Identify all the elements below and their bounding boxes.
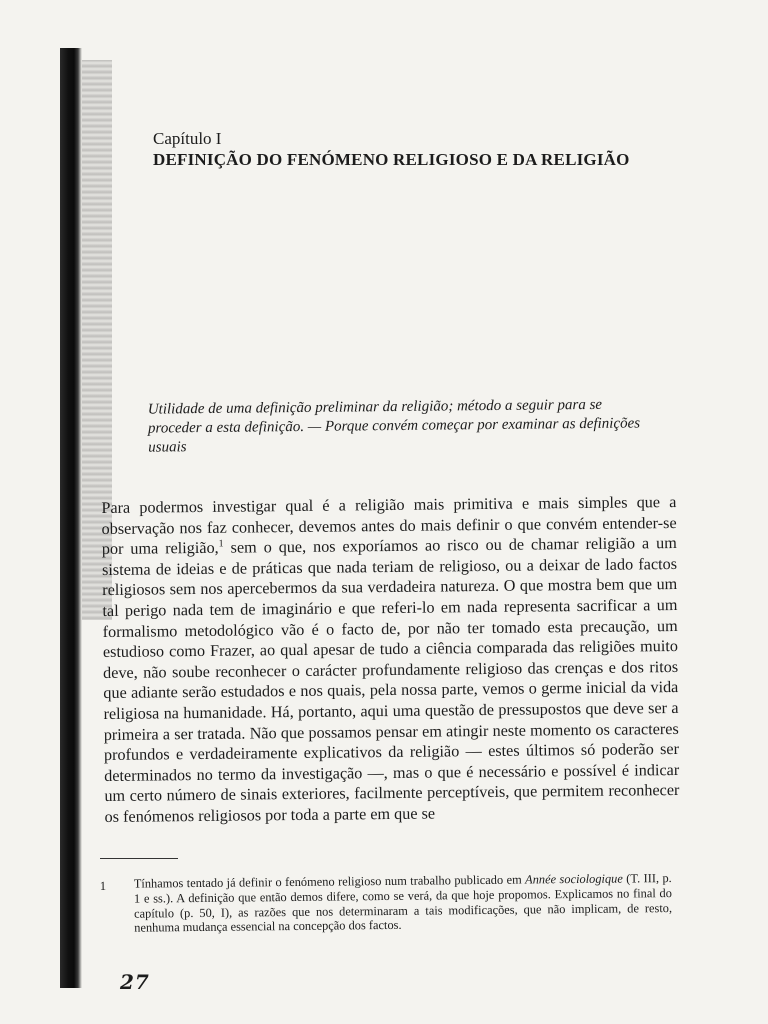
- page-number: 27: [120, 970, 150, 994]
- footnote-text-start: Tínhamos tentado já definir o fenómeno religioso num trabalho publicado em: [133, 872, 526, 891]
- body-paragraph: [101, 492, 679, 828]
- footnote-marker: 1: [218, 538, 224, 550]
- footnote-text: [134, 871, 673, 936]
- chapter-title: DEFINIÇÃO DO FENÓMENO RELIGIOSO E DA RELIGIÃO: [153, 150, 630, 169]
- chapter-summary: Utilidade de uma definição preliminar da religião; método a seguir para se proceder a esta definição. — Porque convém começar por examinar as definições usuais: [147, 396, 641, 456]
- body-text-rest: sem o que, nos exporíamos ao risco ou de chamar religião a um sistema de ideias e de práticas que nada teriam de religioso, ou a deixar de lado factos religiosos sem nos apercebermos da sua verdadeira natureza. O que mostra bem que um tal perigo nada tem de imaginário e que referi-lo em nada representa sacrificar a um formalismo metodológico vão é o facto de, por não ter tomado esta precaução, um estudioso como Frazer, ao qual apesar de tudo a ciência comparada das religiões muito deve, não soube reconhecer o carácter profundamente religioso das crenças e dos ritos que adiante serão estudados e nos quais, pela nossa parte, vemos o germe inicial da vida religiosa na humanidade. Há, portanto, aqui uma questão de pressupostos que deve ser a primeira a ser tratada. Não que possamos pensar em atingir neste momento os caracteres profundos e verdadeiramente explicativos da religião — estes últimos só poderão ser determinados no termo da investigação —, mas o que é necessário e possível é indicar um certo número de sinais exteriores, facilmente perceptíveis, que permitem reconhecer os fenómenos religiosos por toda a parte em que se: [101, 534, 680, 826]
- chapter-label: Capítulo I: [153, 129, 222, 148]
- footnote-number: 1: [99, 878, 107, 893]
- footnote-journal: Année sociologique: [525, 871, 623, 887]
- footnote-divider: [100, 858, 178, 859]
- book-spine-shadow: [60, 48, 82, 988]
- footnote-text-end: (T. III, p. 1 e ss.). A definição que então demos difere, como se verá, da que hoje propomos. Explicamos no final do capítulo (p. 50, I), as razões que nos determinaram a tais modificações, que não implicam, de resto, nenhuma mudança essencial na concepção dos factos.: [133, 871, 673, 936]
- chapter-heading: [153, 128, 673, 170]
- body-text-start: Para podermos investigar qual é a religião mais primitiva e mais simples que a observação nos faz conhecer, devemos antes do mais definir o que convém entender-se por uma religião,: [101, 492, 677, 559]
- footnote: [100, 871, 673, 936]
